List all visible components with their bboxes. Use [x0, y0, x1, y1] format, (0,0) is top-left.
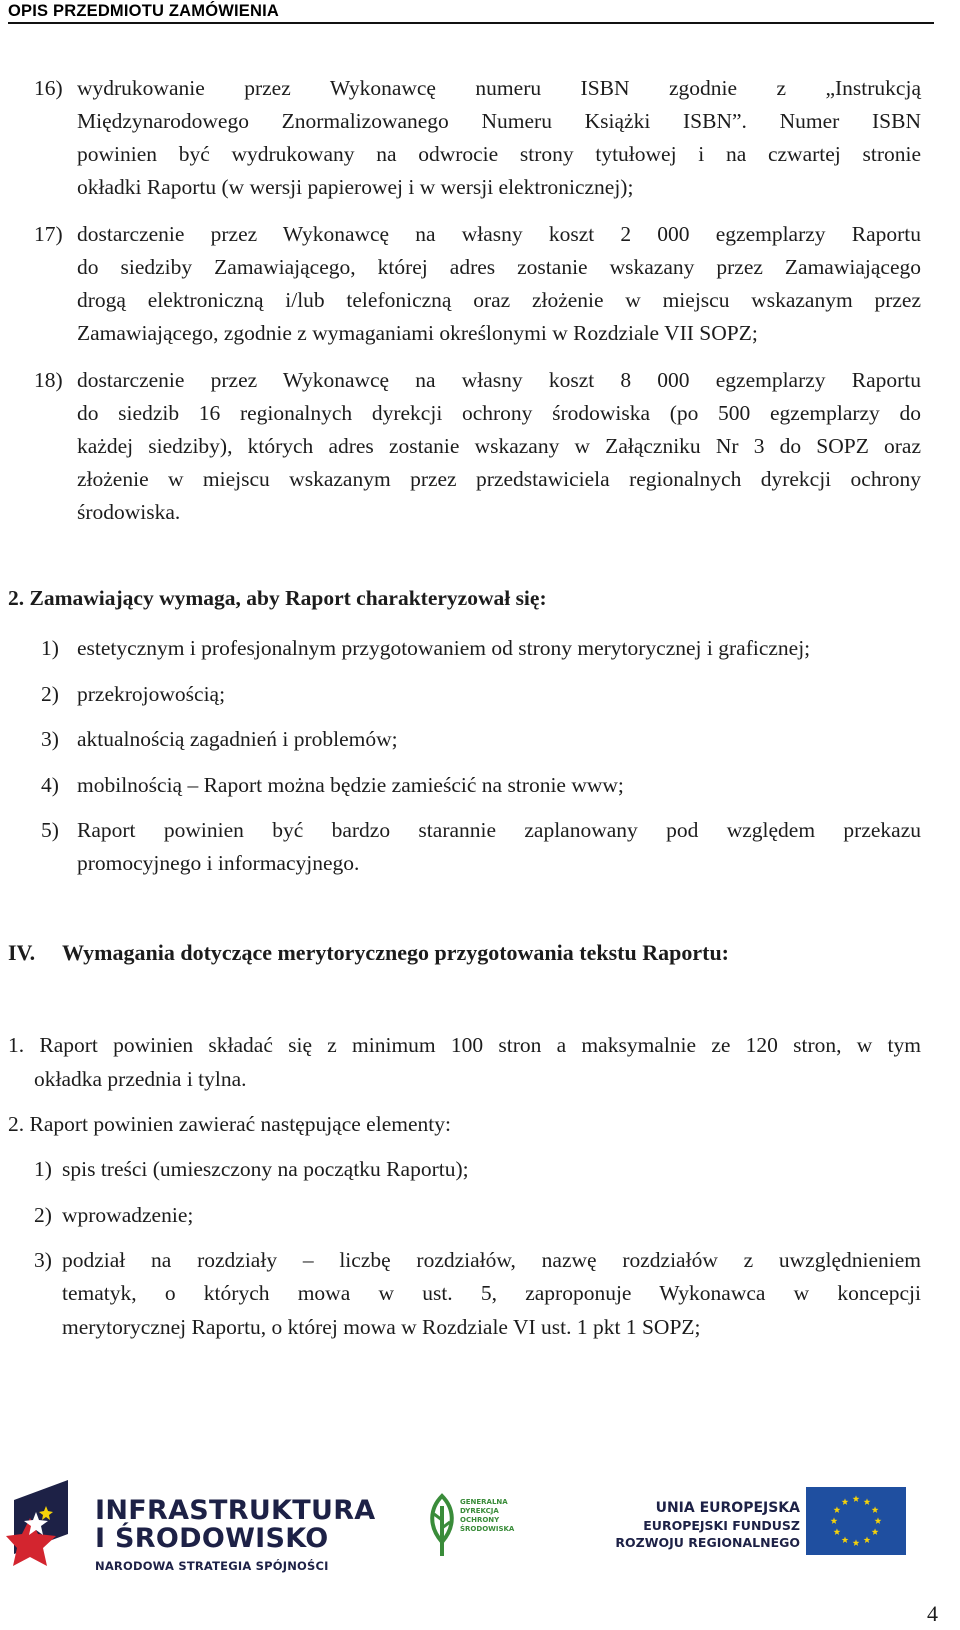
page-header [8, 0, 934, 24]
gdos-logo-text [460, 1498, 514, 1534]
logo-line: ŚRODOWISKA [460, 1525, 515, 1533]
list-item-line: złożenie w miejscu wskazanym przez przedstawiciela regionalnych dyrekcji ochrony [77, 467, 921, 491]
infrastruktura-logo-text [95, 1497, 376, 1573]
list-item-line: każdej siedziby), których adres zostanie wskazany w Załączniku Nr 3 do SOPZ oraz [77, 434, 921, 458]
logo-line: OCHRONY [460, 1516, 500, 1524]
list-item-number: 3) [41, 727, 59, 751]
list-item-line: wydrukowanie przez Wykonawcę numeru ISBN zgodnie z „Instrukcją [77, 76, 921, 100]
infrastruktura-star-icon [6, 1478, 90, 1570]
list-item-line: do siedzib 16 regionalnych dyrekcji ochrony środowiska (po 500 egzemplarzy do [77, 401, 921, 425]
list-item-line: mobilnością – Raport można będzie zamieścić na stronie www; [77, 773, 624, 797]
list-item-number: 4) [41, 773, 59, 797]
list-item-number: 3) [34, 1248, 52, 1272]
section-title: Wymagania dotyczące merytorycznego przygotowania tekstu Raportu: [62, 940, 730, 965]
logo-line: ROZWOJU REGIONALNEGO [615, 1535, 800, 1550]
list-item-line: powinien być wydrukowany na odwrocie strony tytułowej i na czwartej stronie [77, 142, 921, 166]
footer-logos [0, 1470, 960, 1580]
list-item-line: wprowadzenie; [62, 1203, 194, 1227]
list-item-number: 17) [34, 222, 63, 246]
gdos-leaf-icon [424, 1492, 460, 1560]
list-item-line: Zamawiającego, zgodnie z wymaganiami określonymi w Rozdziale VII SOPZ; [77, 321, 758, 345]
list-item-line: dostarczenie przez Wykonawcę na własny koszt 2 000 egzemplarzy Raportu [77, 222, 921, 246]
logo-line: I ŚRODOWISKO [95, 1523, 329, 1554]
section-heading: 2. Zamawiający wymaga, aby Raport charakteryzował się: [8, 586, 547, 610]
list-item-line: aktualnością zagadnień i problemów; [77, 727, 398, 751]
list-item-number: 16) [34, 76, 63, 100]
list-item-number: 1) [34, 1157, 52, 1181]
list-item-number: 2) [41, 682, 59, 706]
section-number: IV. [8, 940, 36, 965]
list-item-line: środowiska. [77, 500, 181, 524]
list-item-line: drogą elektroniczną i/lub telefoniczną oraz złożenie w miejscu wskazanym przez [77, 288, 921, 312]
paragraph-line: 1. Raport powinien składać się z minimum 100 stron a maksymalnie ze 120 stron, w tym [8, 1033, 921, 1057]
logo-line: INFRASTRUKTURA [95, 1495, 376, 1526]
list-item-line: Raport powinien być bardzo starannie zaplanowany pod względem przekazu [77, 818, 921, 842]
list-item-line: przekrojowością; [77, 682, 226, 706]
list-item-line: do siedziby Zamawiającego, której adres zostanie wskazany przez Zamawiającego [77, 255, 921, 279]
list-item-line: merytorycznej Raportu, o której mowa w Rozdziale VI ust. 1 pkt 1 SOPZ; [62, 1315, 701, 1339]
list-item-number: 1) [41, 636, 59, 660]
list-item-line: tematyk, o których mowa w ust. 5, zaproponuje Wykonawca w koncepcji [62, 1281, 921, 1305]
list-item-line: dostarczenie przez Wykonawcę na własny koszt 8 000 egzemplarzy Raportu [77, 368, 921, 392]
list-item-number: 2) [34, 1203, 52, 1227]
paragraph-line: 2. Raport powinien zawierać następujące elementy: [8, 1112, 451, 1136]
page-number: 4 [927, 1601, 938, 1626]
logo-line: EUROPEJSKI FUNDUSZ [643, 1518, 800, 1533]
list-item-line: spis treści (umieszczony na początku Raportu); [62, 1157, 469, 1181]
list-item-line: estetycznym i profesjonalnym przygotowaniem od strony merytorycznej i graficznej; [77, 636, 811, 660]
logo-line: NARODOWA STRATEGIA SPÓJNOŚCI [95, 1559, 329, 1573]
list-item-line: podział na rozdziały – liczbę rozdziałów, nazwę rozdziałów z uwzględnieniem [62, 1248, 921, 1272]
list-item-line: Międzynarodowego Znormalizowanego Numeru Książki ISBN”. Numer ISBN [77, 109, 921, 133]
eu-logo-text [600, 1500, 800, 1551]
list-item-number: 5) [41, 818, 59, 842]
list-item-line: promocyjnego i informacyjnego. [77, 851, 360, 875]
list-item-line: okładki Raportu (w wersji papierowej i w wersji elektronicznej); [77, 175, 634, 199]
eu-flag-icon [806, 1487, 906, 1555]
logo-line: GENERALNA [460, 1498, 508, 1506]
logo-line: UNIA EUROPEJSKA [655, 1500, 800, 1516]
logo-line: DYREKCJA [460, 1507, 499, 1515]
document-title: OPIS PRZEDMIOTU ZAMÓWIENIA [8, 2, 280, 20]
paragraph-line: okładka przednia i tylna. [34, 1067, 247, 1091]
list-item-number: 18) [34, 368, 63, 392]
